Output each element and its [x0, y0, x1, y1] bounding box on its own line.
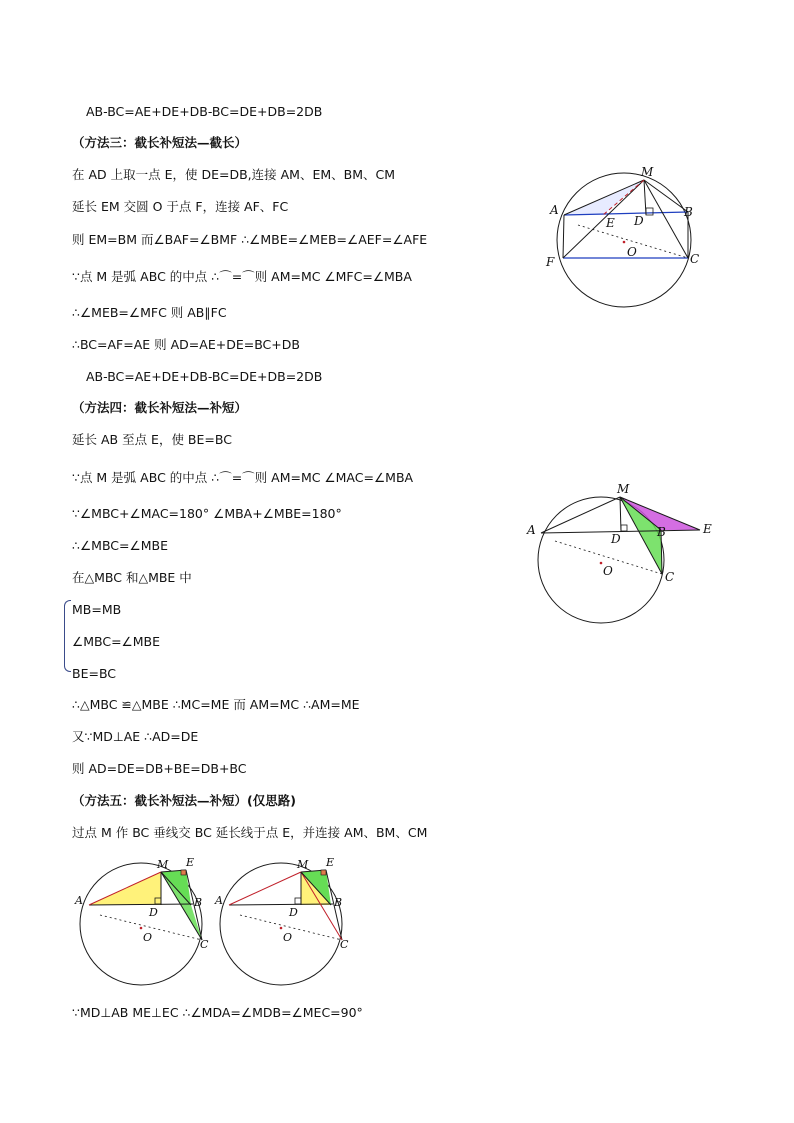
heading-method-5: （方法五：截长补短法—补短）(仅思路)	[72, 793, 296, 808]
line-1: AB-BC=AE+DE+DB-BC=DE+DB=2DB	[86, 104, 323, 119]
fig4-label-e: E	[326, 856, 335, 869]
fig2-label-c: C	[665, 570, 675, 584]
fig3-label-a: A	[75, 894, 83, 907]
fig2-label-o: O	[603, 564, 613, 578]
line-24: ∵MD⊥AB ME⊥EC ∴∠MDA=∠MDB=∠MEC=90°	[72, 1005, 363, 1020]
line-3: 在 AD 上取一点 E，使 DE=DB,连接 AM、EM、BM、CM	[72, 167, 396, 182]
fig4-label-m: M	[297, 858, 309, 871]
fig4-label-c: C	[340, 938, 349, 951]
line-4: 延长 EM 交圆 O 于点 F，连接 AF、FC	[72, 199, 289, 214]
fig4-label-o: O	[283, 931, 293, 944]
fig1-label-o: O	[627, 245, 637, 259]
fig1-label-f: F	[546, 255, 555, 269]
fig3-label-m: M	[157, 858, 169, 871]
fig2-label-e: E	[703, 522, 712, 536]
line-5: 则 EM=BM 而∠BAF=∠BMF ∴∠MBE=∠MEB=∠AEF=∠AFE	[72, 232, 428, 247]
fig1-label-b: B	[684, 205, 693, 219]
fig4-label-b: B	[334, 896, 343, 909]
line-7: ∴∠MEB=∠MFC 则 AB∥FC	[72, 305, 227, 320]
fig4-label-a: A	[215, 894, 223, 907]
figure-method-5-left	[70, 850, 220, 990]
heading-method-4: （方法四：截长补短法—补短）	[72, 400, 248, 415]
fig3-label-b: B	[194, 896, 203, 909]
fig2-label-m: M	[617, 482, 630, 496]
line-9: AB-BC=AE+DE+DB-BC=DE+DB=2DB	[86, 369, 323, 384]
line-19: ∴△MBC ≌△MBE ∴MC=ME 而 AM=MC ∴AM=ME	[72, 697, 360, 712]
line-15: 在△MBC 和△MBE 中	[72, 570, 192, 585]
fig1-label-a: A	[550, 203, 559, 217]
line-21: 则 AD=DE=DB+BE=DB+BC	[72, 761, 247, 776]
figure-method-3	[530, 160, 730, 320]
fig3-label-o: O	[143, 931, 153, 944]
line-6: ∵点 M 是弧 ABC 的中点 ∴⌒=⌒则 AM=MC ∠MFC=∠MBA	[72, 269, 412, 284]
system-line-2: ∠MBC=∠MBE	[72, 634, 161, 649]
line-12: ∵点 M 是弧 ABC 的中点 ∴⌒=⌒则 AM=MC ∠MAC=∠MBA	[72, 470, 414, 485]
fig1-label-m: M	[641, 165, 654, 179]
figure-method-4	[520, 480, 720, 630]
line-20: 又∵MD⊥AE ∴AD=DE	[72, 729, 199, 744]
fig3-label-d: D	[149, 906, 158, 919]
line-8: ∴BC=AF=AE 则 AD=AE+DE=BC+DB	[72, 337, 300, 352]
figure-method-5-right	[210, 850, 360, 990]
system-line-3: BE=BC	[72, 666, 117, 681]
fig1-label-d: D	[634, 214, 644, 228]
fig1-label-c: C	[690, 252, 700, 266]
line-11: 延长 AB 至点 E，使 BE=BC	[72, 432, 232, 447]
line-13: ∵∠MBC+∠MAC=180° ∠MBA+∠MBE=180°	[72, 506, 342, 521]
fig2-label-a: A	[527, 523, 536, 537]
fig2-label-d: D	[611, 532, 621, 546]
fig3-label-e: E	[186, 856, 195, 869]
heading-method-3: （方法三：截长补短法—截长）	[72, 135, 248, 150]
fig4-label-d: D	[289, 906, 298, 919]
system-line-1: MB=MB	[72, 602, 122, 617]
line-14: ∴∠MBC=∠MBE	[72, 538, 168, 553]
fig1-label-e: E	[606, 216, 615, 230]
fig3-label-c: C	[200, 938, 209, 951]
system-brace	[64, 600, 71, 672]
line-23: 过点 M 作 BC 垂线交 BC 延长线于点 E，并连接 AM、BM、CM	[72, 825, 428, 840]
fig2-label-b: B	[657, 525, 666, 539]
